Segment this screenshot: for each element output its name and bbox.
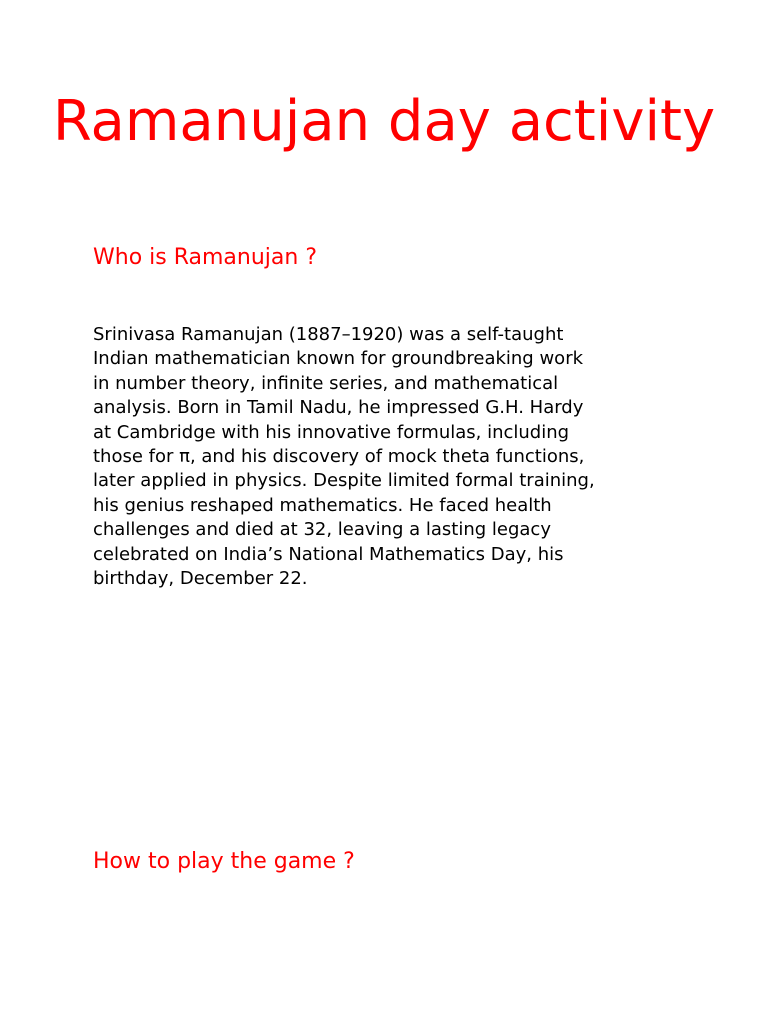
paragraph-line: later applied in physics. Despite limited formal training, <box>93 470 595 492</box>
paragraph-line: at Cambridge with his innovative formulas, including <box>93 421 570 443</box>
page-title: Ramanujan day activity <box>52 89 716 154</box>
paragraph-line: Indian mathematician known for groundbreaking work <box>93 348 584 370</box>
paragraph-line: birthday, December 22. <box>93 568 308 590</box>
paragraph-line: those for π, and his discovery of mock theta functions, <box>93 446 585 468</box>
paragraph-line: Srinivasa Ramanujan (1887–1920) was a self-taught <box>93 324 564 345</box>
paragraph-line: in number theory, infinite series, and mathematical <box>93 372 559 394</box>
section-heading-how-to-play: How to play the game ? <box>93 849 355 874</box>
paragraph-line: his genius reshaped mathematics. He faced health <box>93 494 552 516</box>
paragraph-line: celebrated on India’s National Mathematics Day, his <box>93 543 564 565</box>
biography-paragraph <box>93 323 683 591</box>
section-heading-who: Who is Ramanujan ? <box>93 245 318 270</box>
paragraph-line: analysis. Born in Tamil Nadu, he impressed G.H. Hardy <box>93 397 584 419</box>
paragraph-line: challenges and died at 32, leaving a lasting legacy <box>93 519 551 541</box>
